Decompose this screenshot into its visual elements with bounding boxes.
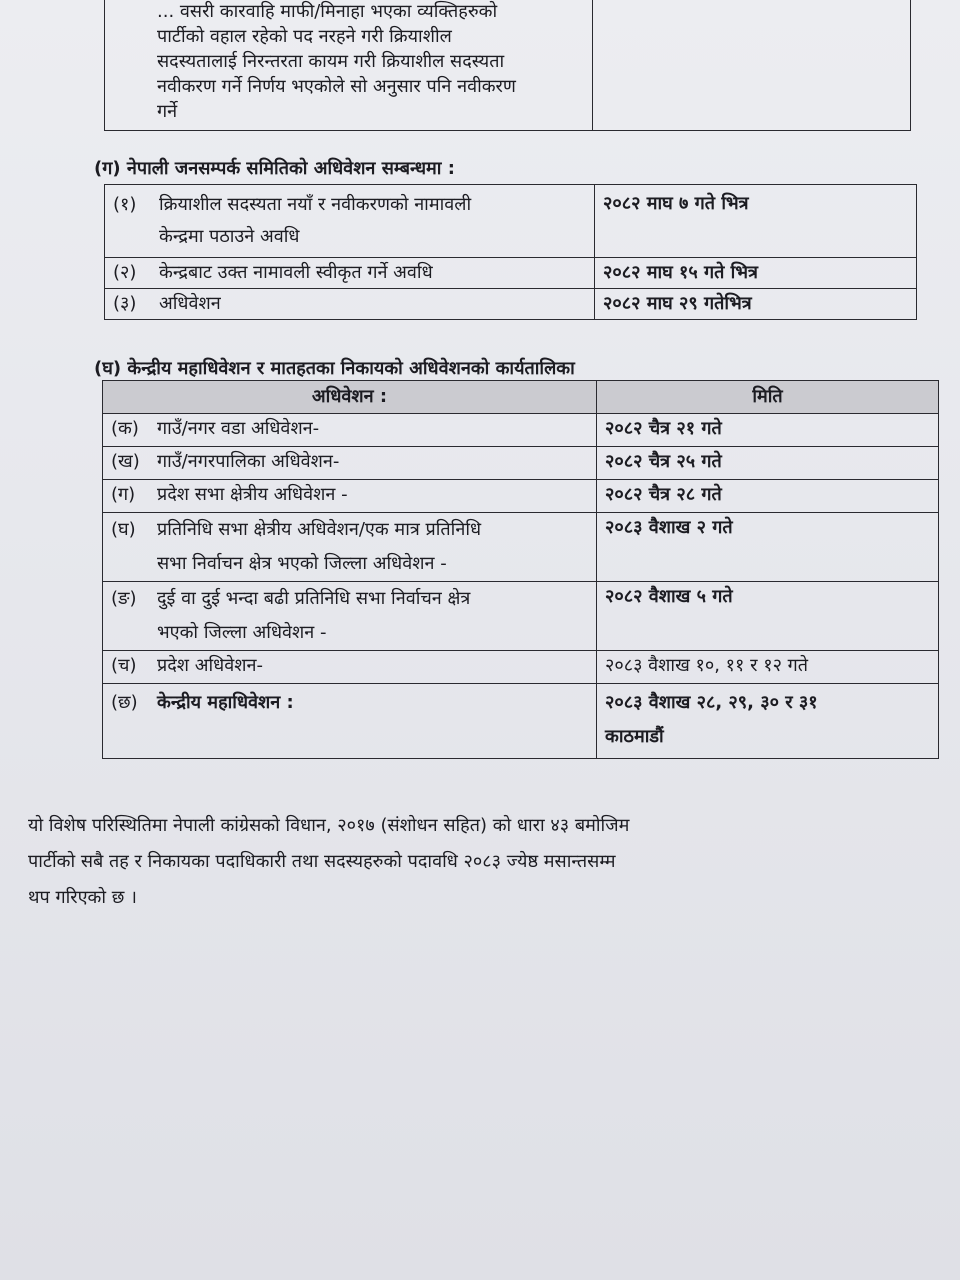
row-date-cell: २०८२ चैत्र २१ गते [597, 414, 939, 447]
row-date-line: २०८३ वैशाख २८, २९, ३० र ३१ [605, 692, 818, 713]
table-row [105, 258, 917, 289]
row-text-cell [105, 289, 595, 320]
row-text-cell [103, 447, 597, 480]
row-text-cell [103, 513, 597, 582]
top-line: पार्टीको वहाल रहेको पद नरहने गरी क्रियाशील [157, 26, 452, 47]
closing-paragraph [28, 808, 908, 916]
top-table-text-cell [105, 0, 593, 131]
row-number: (घ) [111, 519, 136, 540]
row-text-cell [103, 414, 597, 447]
row-text: क्रियाशील सदस्यता नयाँ र नवीकरणको नामावली [159, 194, 472, 215]
row-text: केन्द्रीय महाधिवेशन : [157, 692, 294, 713]
row-text: अधिवेशन [159, 293, 221, 314]
row-text: केन्द्रबाट उक्त नामावली स्वीकृत गर्ने अवधि [159, 262, 433, 283]
paragraph-line: यो विशेष परिस्थितिमा नेपाली कांग्रेसको विधान, २०१७ (संशोधन सहित) को धारा ४३ बमोजिम [28, 815, 630, 836]
table-row [105, 185, 917, 258]
row-text-continued: सभा निर्वाचन क्षेत्र भएको जिल्ला अधिवेशन - [157, 553, 447, 574]
top-line: नवीकरण गर्ने निर्णय भएकोले सो अनुसार पनि नवीकरण [157, 76, 516, 97]
row-text-cell [103, 480, 597, 513]
row-text-cell [105, 185, 595, 258]
table-header-row [103, 381, 939, 414]
row-number: (ख) [111, 451, 140, 472]
row-date-cell: २०८३ वैशाख १०, ११ र १२ गते [597, 651, 939, 684]
column-header-adhiveshan: अधिवेशन : [103, 381, 597, 414]
row-number: (ङ) [111, 588, 137, 609]
section-gha-table [102, 380, 939, 759]
row-text-cell [105, 258, 595, 289]
row-date-cell: २०८२ चैत्र २८ गते [597, 480, 939, 513]
column-header-miti: मिति [597, 381, 939, 414]
table-row [103, 651, 939, 684]
row-number: (क) [111, 418, 139, 439]
row-date-cell: २०८२ चैत्र २५ गते [597, 447, 939, 480]
row-text-continued: भएको जिल्ला अधिवेशन - [157, 622, 327, 643]
top-line: सदस्यतालाई निरन्तरता कायम गरी क्रियाशील सदस्यता [157, 51, 505, 72]
row-number: (१) [113, 194, 137, 215]
row-date-location: काठमाडौं [605, 726, 664, 747]
row-date-cell: २०८२ माघ ७ गते भित्र [595, 185, 917, 258]
table-row [103, 414, 939, 447]
section-ga-table [104, 184, 917, 320]
table-row [103, 582, 939, 651]
top-table-empty-cell [593, 0, 911, 131]
table-row [103, 513, 939, 582]
row-text: गाउँ/नगर वडा अधिवेशन- [157, 418, 320, 439]
row-text-cell [103, 651, 597, 684]
table-row [103, 447, 939, 480]
row-number: (३) [113, 293, 137, 314]
row-date-cell: २०८२ वैशाख ५ गते [597, 582, 939, 651]
top-table [104, 0, 911, 131]
paragraph-line: पार्टीको सबै तह र निकायका पदाधिकारी तथा सदस्यहरुको पदावधि २०८३ ज्येष्ठ मसान्तसम्म [28, 851, 616, 872]
row-number: (ग) [111, 484, 136, 505]
row-date-cell: २०८३ वैशाख २ गते [597, 513, 939, 582]
row-text: प्रदेश अधिवेशन- [157, 655, 263, 676]
table-row [105, 0, 911, 131]
row-text-cell [103, 684, 597, 759]
row-text: गाउँ/नगरपालिका अधिवेशन- [157, 451, 340, 472]
section-ga-heading: (ग) नेपाली जनसम्पर्क समितिको अधिवेशन सम्बन्धमा : [94, 158, 455, 179]
row-text-cell [103, 582, 597, 651]
row-date-cell [597, 684, 939, 759]
section-gha-heading: (घ) केन्द्रीय महाधिवेशन र मातहतका निकायको अधिवेशनको कार्यतालिका [94, 358, 575, 379]
table-row [103, 684, 939, 759]
row-number: (च) [111, 655, 137, 676]
row-text: दुई वा दुई भन्दा बढी प्रतिनिधि सभा निर्वाचन क्षेत्र [157, 588, 471, 609]
table-row [105, 289, 917, 320]
top-line: गर्ने [157, 101, 178, 122]
row-text: प्रदेश सभा क्षेत्रीय अधिवेशन - [157, 484, 348, 505]
top-line: ... वसरी कारवाहि माफी/मिनाहा भएका व्यक्तिहरुको [157, 1, 498, 22]
table-row [103, 480, 939, 513]
row-text: प्रतिनिधि सभा क्षेत्रीय अधिवेशन/एक मात्र प्रतिनिधि [157, 519, 482, 540]
row-number: (छ) [111, 692, 138, 713]
row-date-cell: २०८२ माघ १५ गते भित्र [595, 258, 917, 289]
paragraph-line: थप गरिएको छ । [28, 887, 137, 908]
row-number: (२) [113, 262, 137, 283]
row-date-cell: २०८२ माघ २९ गतेभित्र [595, 289, 917, 320]
row-text-continued: केन्द्रमा पठाउने अवधि [159, 226, 300, 247]
